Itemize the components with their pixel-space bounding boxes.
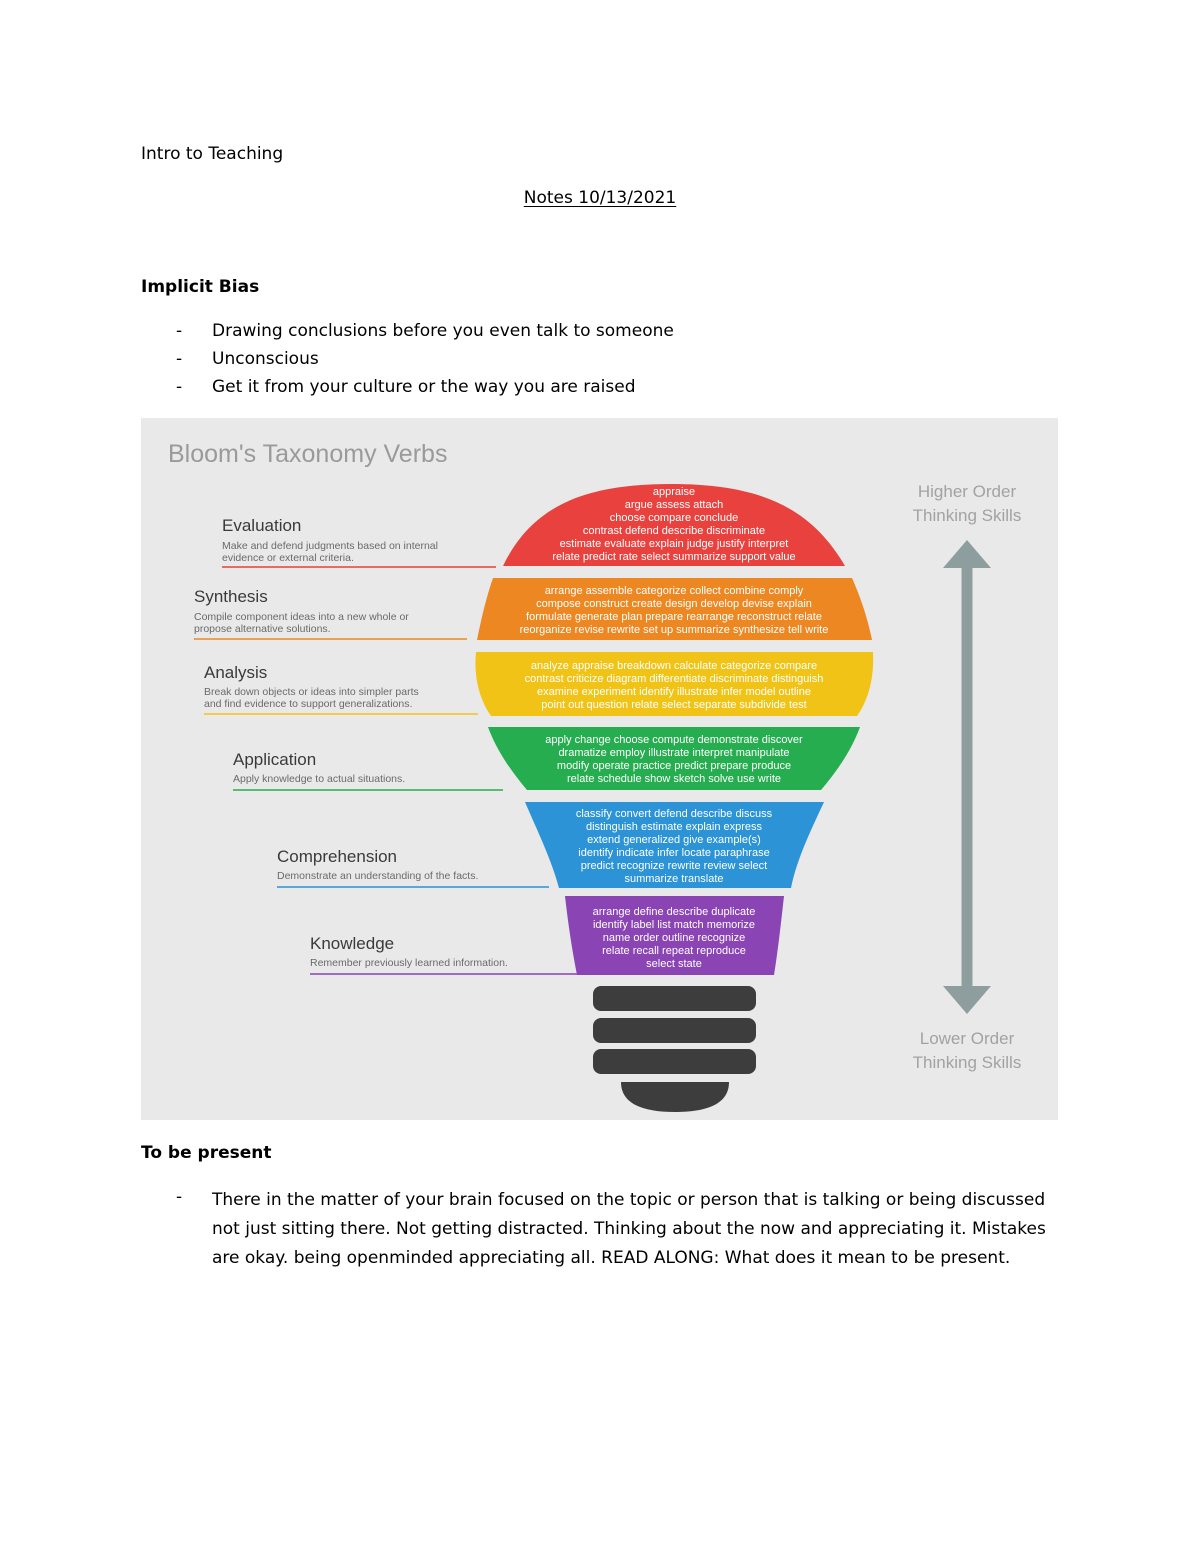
level-name: Application (233, 750, 317, 769)
figure-title: Bloom's Taxonomy Verbs (168, 440, 448, 468)
verb-line: identify label list match memorize (592, 919, 756, 931)
implicit-bias-heading: Implicit Bias (141, 277, 260, 297)
implicit-bias-bullet: Drawing conclusions before you even talk to someone (212, 321, 674, 341)
higher-order-label: Higher Order (917, 482, 1017, 501)
bulb-base-ring (593, 1049, 756, 1074)
level-name: Evaluation (222, 516, 302, 535)
level-description: evidence or external criteria. (222, 552, 354, 564)
blooms-taxonomy-diagram (141, 418, 1058, 1120)
verb-line: distinguish estimate explain express (585, 821, 763, 833)
verb-line: relate schedule show sketch solve use write (567, 773, 781, 785)
bullet-dash: - (176, 321, 183, 341)
verb-line: arrange define describe duplicate (592, 906, 756, 918)
level-description: Break down objects or ideas into simpler parts (204, 686, 419, 698)
level-name: Analysis (204, 663, 268, 682)
verb-line: point out question relate select separate subdivide test (541, 699, 807, 711)
verb-line: extend generalized give example(s) (587, 834, 761, 846)
level-description: and find evidence to support generalizations. (204, 698, 413, 710)
level-name: Knowledge (310, 934, 395, 953)
level-description: propose alternative solutions. (194, 623, 331, 635)
to-be-present-heading: To be present (141, 1143, 272, 1163)
verb-line: summarize translate (624, 873, 724, 885)
verb-line: select state (646, 958, 702, 970)
verb-line: relate predict rate select summarize support value (552, 551, 796, 563)
bulb-base-tip (621, 1082, 729, 1112)
verb-line: appraise (652, 486, 696, 498)
higher-order-label: Thinking Skills (912, 506, 1022, 525)
verb-line: identify indicate infer locate paraphrase (578, 847, 770, 859)
verb-line: examine experiment identify illustrate infer model outline (537, 686, 811, 698)
verb-line: classify convert defend describe discuss (575, 808, 773, 820)
verb-line: relate recall repeat reproduce (602, 945, 746, 957)
lower-order-label: Thinking Skills (912, 1053, 1022, 1072)
verb-line: contrast criticize diagram differentiate discriminate distinguish (524, 673, 824, 685)
verb-line: formulate generate plan prepare rearrange reconstruct relate (526, 611, 822, 623)
verb-line: modify operate practice predict prepare produce (556, 760, 792, 772)
bullet-dash: - (176, 349, 183, 369)
level-description: Apply knowledge to actual situations. (233, 773, 406, 785)
implicit-bias-bullet: Get it from your culture or the way you are raised (212, 377, 636, 397)
verb-line: dramatize employ illustrate interpret manipulate (558, 747, 790, 759)
course-title: Intro to Teaching (141, 144, 284, 164)
verb-line: predict recognize rewrite review select (580, 860, 768, 872)
bulb-base-ring (593, 986, 756, 1011)
verb-line: apply change choose compute demonstrate discover (545, 734, 803, 746)
level-description: Remember previously learned information. (310, 957, 508, 969)
verb-line: estimate evaluate explain judge justify interpret (559, 538, 789, 550)
arrow-down-icon (943, 986, 991, 1014)
level-description: Make and defend judgments based on internal (222, 540, 438, 552)
verb-line: analyze appraise breakdown calculate categorize compare (530, 660, 818, 672)
bullet-dash: - (176, 377, 183, 397)
verb-line: reorganize revise rewrite set up summarize synthesize tell write (519, 624, 829, 636)
level-description: Demonstrate an understanding of the facts. (277, 870, 479, 882)
lower-order-label: Lower Order (919, 1029, 1015, 1048)
verb-line: compose construct create design develop devise explain (536, 598, 812, 610)
level-description: Compile component ideas into a new whole or (194, 611, 409, 623)
bulb-base-ring (593, 1018, 756, 1043)
arrow-up-icon (943, 540, 991, 568)
blooms-taxonomy-figure (141, 418, 1058, 1120)
notes-date: Notes 10/13/2021 (523, 188, 677, 208)
level-name: Comprehension (277, 847, 398, 866)
verb-line: argue assess attach (624, 499, 724, 511)
implicit-bias-bullet: Unconscious (212, 349, 319, 369)
level-name: Synthesis (194, 587, 268, 606)
verb-line: choose compare conclude (609, 512, 739, 524)
verb-line: arrange assemble categorize collect combine comply (544, 585, 804, 597)
verb-line: name order outline recognize (602, 932, 746, 944)
verb-line: contrast defend describe discriminate (582, 525, 766, 537)
bullet-dash: - (176, 1187, 183, 1207)
to-be-present-paragraph: There in the matter of your brain focused on the topic or person that is talking or being discussed not just sitting there. Not getting distracted. Thinking about the now and appreciating it. Mistakes are okay. being openminded appreciating all. READ ALONG: What does it mean to be present. (212, 1190, 1046, 1268)
